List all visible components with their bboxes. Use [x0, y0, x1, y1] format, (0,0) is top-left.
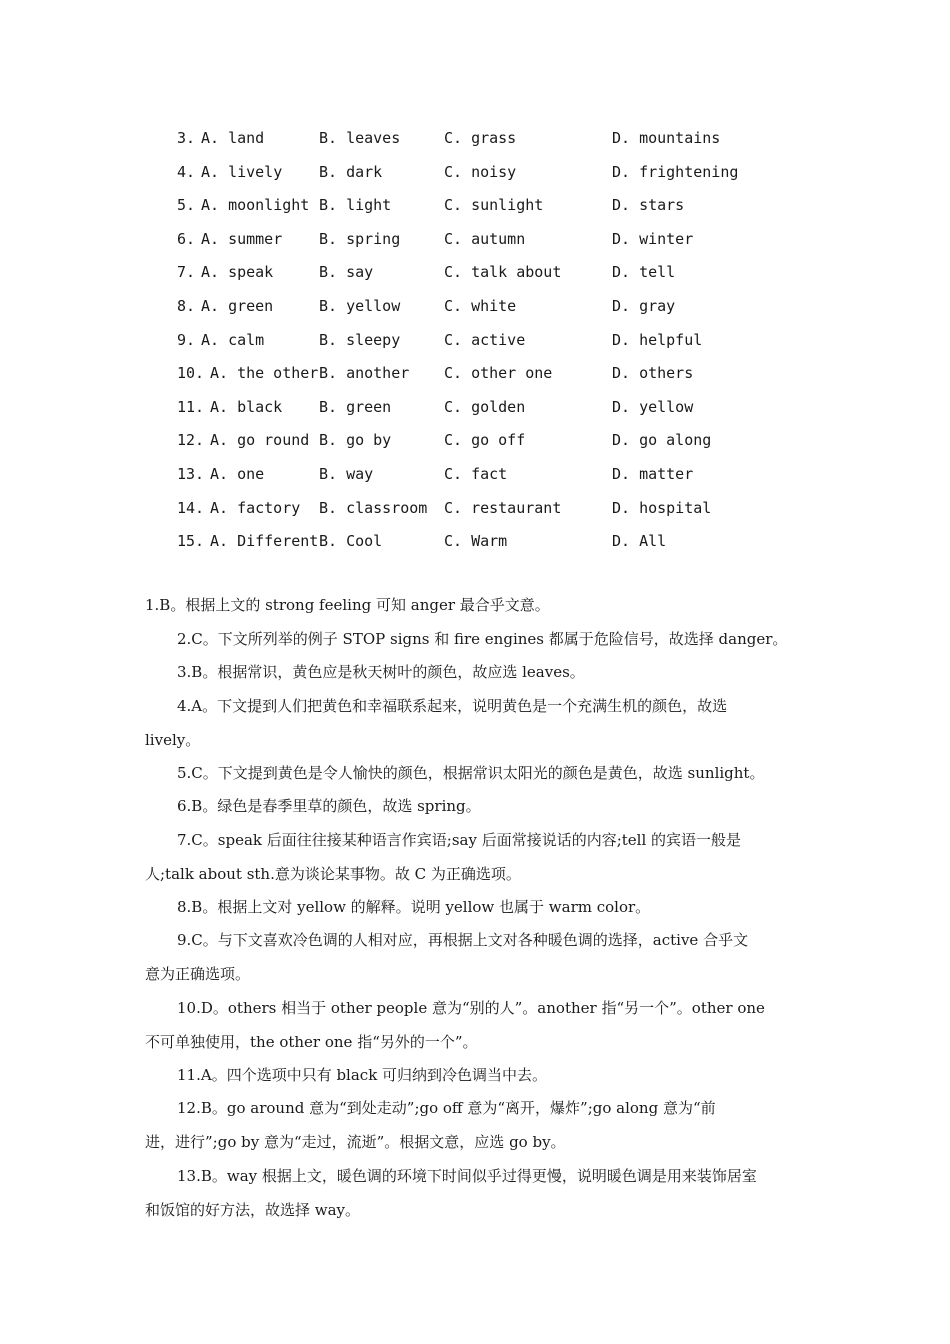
answer-7 [145, 824, 810, 891]
option-a-text: summer [228, 229, 283, 248]
answer-2 [145, 623, 810, 657]
option-c-label: C. [444, 364, 463, 383]
answer-5-text: 5.C。下文提到黄色是令人愉快的颜色，根据常识太阳光的颜色是黄色，故选 sunlight。 [177, 764, 765, 782]
option-a-text: the other [237, 364, 319, 383]
answer-1-text: 1.B。根据上文的 strong feeling 可知 anger 最合乎文意。 [145, 596, 550, 614]
option-c [444, 161, 516, 183]
option-b [319, 161, 382, 183]
option-a [201, 261, 273, 283]
option-b-label: B. [319, 532, 338, 551]
answer-6 [145, 790, 810, 824]
option-d-text: mountains [639, 129, 721, 147]
question-number-text: 12. [177, 431, 205, 450]
question-number [177, 261, 195, 283]
option-d-label: D. [612, 465, 631, 483]
option-d-text: hospital [639, 498, 712, 517]
option-b-text: spring [346, 229, 401, 248]
option-b [319, 295, 400, 317]
question-number [177, 161, 195, 183]
option-c-text: autumn [471, 229, 526, 248]
option-d [612, 530, 666, 552]
option-a-label: A. [210, 498, 229, 517]
option-c [444, 463, 507, 485]
option-b-text: way [346, 465, 374, 483]
option-d-text: others [639, 364, 694, 383]
option-b-label: B. [319, 364, 338, 383]
question-number-text: 14. [177, 498, 205, 517]
question-number-text: 4. [177, 162, 196, 181]
option-row [0, 127, 950, 149]
option-d [612, 261, 675, 283]
option-c-label: C. [444, 263, 463, 282]
option-b-label: B. [319, 129, 338, 147]
option-b-label: B. [319, 263, 338, 282]
option-d [612, 329, 702, 351]
answer-2-text: 2.C。下文所列举的例子 STOP signs 和 fire engines 都属于危险信号，故选择 danger。 [177, 630, 788, 648]
option-d [612, 194, 684, 216]
option-row [0, 228, 950, 250]
option-b-label: B. [319, 330, 338, 349]
option-b-text: light [346, 196, 392, 215]
option-b-text: leaves [346, 129, 401, 147]
answer-10 [145, 992, 810, 1059]
question-number-text: 10. [177, 364, 205, 383]
answer-11-text: 11.A。四个选项中只有 black 可归纳到冷色调当中去。 [177, 1066, 548, 1084]
option-d [612, 127, 720, 149]
option-b-text: dark [346, 162, 383, 181]
option-c-text: other one [471, 364, 553, 383]
option-a-label: A. [201, 196, 220, 215]
option-a-text: one [237, 465, 265, 483]
option-a [210, 429, 309, 451]
option-a-label: A. [210, 431, 229, 450]
option-d [612, 362, 693, 384]
option-a-text: moonlight [228, 196, 310, 215]
option-d-text: All [639, 532, 667, 551]
option-c-label: C. [444, 532, 463, 551]
option-a-text: lively [228, 162, 283, 181]
option-a-label: A. [210, 532, 229, 551]
option-d-text: frightening [639, 162, 739, 181]
answer-3 [145, 656, 810, 690]
option-d [612, 295, 675, 317]
option-c-text: grass [471, 129, 517, 147]
option-d-label: D. [612, 297, 631, 315]
option-a-text: Different [237, 532, 319, 551]
answer-9-text-line1: 9.C。与下文喜欢冷色调的人相对应，再根据上文对各种暖色调的选择，active 合乎文 [177, 931, 749, 949]
option-d-text: winter [639, 229, 694, 248]
answer-13 [145, 1160, 810, 1227]
question-number [177, 362, 204, 384]
answer-12 [145, 1092, 810, 1159]
option-d-label: D. [612, 431, 631, 450]
option-row [0, 396, 950, 418]
option-d-label: D. [612, 397, 631, 416]
option-a [201, 228, 282, 250]
answer-4 [145, 690, 810, 757]
option-b-label: B. [319, 397, 338, 416]
option-d-label: D. [612, 162, 631, 181]
option-row [0, 194, 950, 216]
option-d-text: helpful [639, 330, 703, 349]
question-number-text: 3. [177, 129, 196, 147]
option-b [319, 362, 409, 384]
option-a-label: A. [201, 229, 220, 248]
option-d-text: stars [639, 196, 685, 215]
option-c [444, 530, 507, 552]
option-c [444, 261, 561, 283]
option-d-label: D. [612, 498, 631, 517]
option-a [210, 396, 282, 418]
question-number-text: 15. [177, 532, 205, 551]
option-c-label: C. [444, 431, 463, 450]
option-d-label: D. [612, 330, 631, 349]
option-d [612, 161, 738, 183]
answer-12-text-line2: 进，进行”;go by 意为“走过，流逝”。根据文意，应选 go by。 [145, 1132, 566, 1151]
option-a [201, 329, 264, 351]
question-number [177, 497, 204, 519]
option-a [210, 530, 318, 552]
answer-13-text-line1: 13.B。way 根据上文，暖色调的环境下时间似乎过得更慢，说明暖色调是用来装饰居室 [177, 1167, 757, 1185]
option-c-label: C. [444, 297, 463, 315]
option-c-label: C. [444, 330, 463, 349]
option-row [0, 497, 950, 519]
option-b-text: say [346, 263, 374, 282]
option-b [319, 194, 391, 216]
option-a-label: A. [210, 397, 229, 416]
option-a-text: factory [237, 498, 301, 517]
question-number [177, 194, 195, 216]
option-a-label: A. [201, 162, 220, 181]
question-number-text: 7. [177, 263, 196, 282]
option-c-text: active [471, 330, 526, 349]
option-c [444, 497, 561, 519]
option-c-text: restaurant [471, 498, 562, 517]
question-number-text: 11. [177, 397, 205, 416]
option-b-label: B. [319, 431, 338, 450]
answer-11 [145, 1059, 810, 1093]
option-c [444, 329, 525, 351]
option-d-label: D. [612, 263, 631, 282]
option-c [444, 295, 516, 317]
answer-10-text-line1: 10.D。others 相当于 other people 意为“别的人”。another 指“另一个”。other one [177, 999, 765, 1017]
option-row [0, 463, 950, 485]
option-d [612, 429, 711, 451]
answer-8 [145, 891, 810, 925]
option-a-text: black [237, 397, 283, 416]
option-a-label: A. [201, 330, 220, 349]
option-c-text: noisy [471, 162, 517, 181]
option-c-text: white [471, 297, 517, 315]
option-d-text: tell [639, 263, 676, 282]
option-row [0, 530, 950, 552]
option-d-label: D. [612, 364, 631, 383]
option-b-label: B. [319, 162, 338, 181]
question-number [177, 127, 195, 149]
option-c [444, 194, 543, 216]
option-a [210, 463, 264, 485]
option-a-label: A. [201, 129, 220, 147]
question-number-text: 6. [177, 229, 196, 248]
answer-1 [145, 589, 810, 623]
option-c-text: sunlight [471, 196, 544, 215]
option-d [612, 396, 693, 418]
answer-6-text: 6.B。绿色是春季里草的颜色，故选 spring。 [177, 797, 481, 815]
option-a [201, 194, 309, 216]
option-a-label: A. [210, 364, 229, 383]
option-c [444, 127, 516, 149]
option-row [0, 429, 950, 451]
option-a [201, 161, 282, 183]
option-b-text: classroom [346, 498, 428, 517]
option-d-label: D. [612, 532, 631, 551]
option-c-text: go off [471, 431, 526, 450]
option-a [201, 127, 264, 149]
answer-13-text-line2: 和饭馆的好方法，故选择 way。 [145, 1200, 361, 1219]
option-b [319, 429, 391, 451]
option-a [210, 362, 318, 384]
option-b-label: B. [319, 465, 338, 483]
option-row [0, 261, 950, 283]
answer-4-text-line2: lively。 [145, 730, 201, 749]
option-a-text: land [228, 129, 265, 147]
option-c-text: fact [471, 465, 508, 483]
answer-9 [145, 924, 810, 991]
option-b [319, 329, 400, 351]
option-d [612, 497, 711, 519]
answer-9-text-line2: 意为正确选项。 [145, 964, 251, 983]
answer-12-text-line1: 12.B。go around 意为“到处走动”;go off 意为“离开，爆炸”;go along 意为“前 [177, 1099, 716, 1117]
question-number-text: 9. [177, 330, 196, 349]
option-b [319, 497, 427, 519]
option-b [319, 463, 373, 485]
option-a-label: A. [201, 263, 220, 282]
option-a-label: A. [210, 465, 229, 483]
question-number [177, 429, 204, 451]
option-b-label: B. [319, 229, 338, 248]
option-row [0, 161, 950, 183]
option-c [444, 228, 525, 250]
option-d [612, 463, 693, 485]
option-b-text: sleepy [346, 330, 401, 349]
option-c-label: C. [444, 397, 463, 416]
option-d-label: D. [612, 129, 631, 147]
option-a [210, 497, 300, 519]
option-b-label: B. [319, 297, 338, 315]
question-number [177, 329, 195, 351]
option-b [319, 396, 391, 418]
option-c-label: C. [444, 229, 463, 248]
question-number [177, 228, 195, 250]
option-a-text: speak [228, 263, 274, 282]
question-number [177, 295, 195, 317]
answer-3-text: 3.B。根据常识，黄色应是秋天树叶的颜色，故应选 leaves。 [177, 663, 585, 681]
option-c-label: C. [444, 196, 463, 215]
answer-8-text: 8.B。根据上文对 yellow 的解释。说明 yellow 也属于 warm color。 [177, 898, 651, 916]
option-d-label: D. [612, 196, 631, 215]
option-c-text: talk about [471, 263, 562, 282]
option-a-label: A. [201, 297, 220, 315]
option-c-label: C. [444, 129, 463, 147]
option-b-text: go by [346, 431, 392, 450]
question-number-text: 5. [177, 196, 196, 215]
answer-4-text-line1: 4.A。下文提到人们把黄色和幸福联系起来，说明黄色是一个充满生机的颜色，故选 [177, 697, 728, 715]
option-row [0, 295, 950, 317]
question-number-text: 13. [177, 465, 205, 483]
option-b [319, 228, 400, 250]
option-b-text: green [346, 397, 392, 416]
option-a-text: calm [228, 330, 265, 349]
option-c-label: C. [444, 498, 463, 517]
answer-7-text-line2: 人;talk about sth.意为谈论某事物。故 C 为正确选项。 [145, 864, 521, 883]
question-number [177, 396, 204, 418]
option-c-label: C. [444, 465, 463, 483]
option-d-text: gray [639, 297, 676, 315]
option-d-text: yellow [639, 397, 694, 416]
option-d-text: matter [639, 465, 694, 483]
option-a-text: go round [237, 431, 310, 450]
option-b [319, 261, 373, 283]
answer-7-text-line1: 7.C。speak 后面往往接某种语言作宾语;say 后面常接说话的内容;tell 的宾语一般是 [177, 831, 742, 849]
option-b-label: B. [319, 196, 338, 215]
option-b-text: Cool [346, 532, 383, 551]
option-a [201, 295, 273, 317]
option-row [0, 362, 950, 384]
answer-5 [145, 757, 810, 791]
question-number-text: 8. [177, 297, 196, 315]
option-c-label: C. [444, 162, 463, 181]
option-c [444, 396, 525, 418]
question-number [177, 530, 204, 552]
option-b-text: yellow [346, 297, 401, 315]
option-a-text: green [228, 297, 274, 315]
question-number [177, 463, 204, 485]
option-d [612, 228, 693, 250]
option-b-label: B. [319, 498, 338, 517]
option-row [0, 329, 950, 351]
option-c [444, 362, 552, 384]
option-b [319, 530, 382, 552]
option-c-text: golden [471, 397, 526, 416]
option-d-label: D. [612, 229, 631, 248]
option-b-text: another [346, 364, 410, 383]
option-c-text: Warm [471, 532, 508, 551]
option-c [444, 429, 525, 451]
answer-10-text-line2: 不可单独使用，the other one 指“另外的一个”。 [145, 1032, 478, 1051]
option-d-text: go along [639, 431, 712, 450]
option-b [319, 127, 400, 149]
